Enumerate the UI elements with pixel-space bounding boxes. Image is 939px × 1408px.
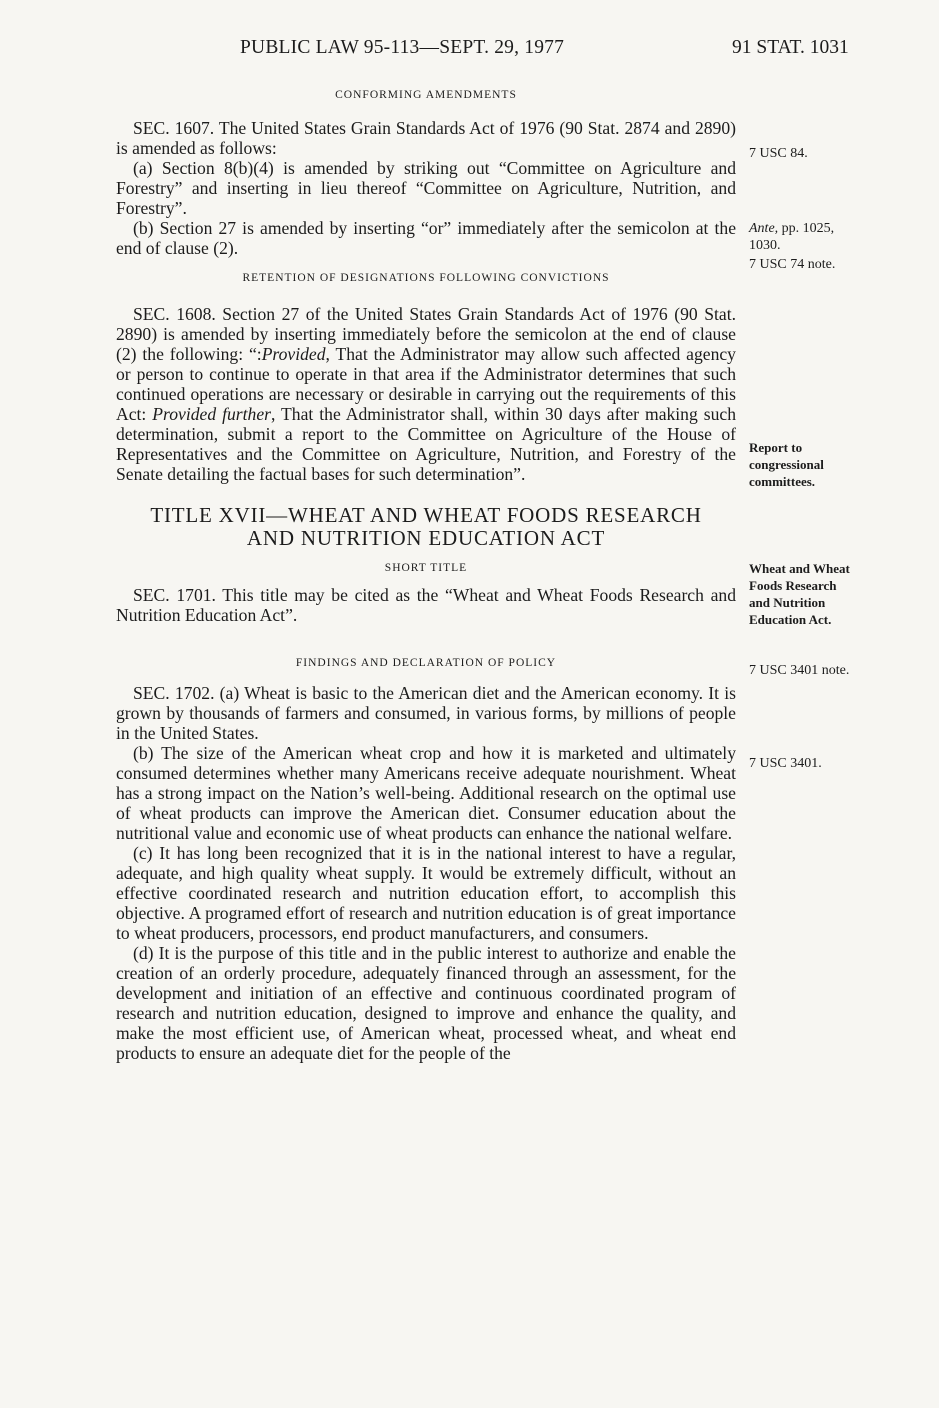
paragraph-sec-1702-b: (b) The size of the American wheat crop and how it is marketed and ultimately consumed determines whether many Americans receive adequate nourishment. Wheat has a strong impact on the Nation’s well-being. Additional research on the optimal use of wheat products can improve the American diet. Consumer education about the nutritional value and economic use of wheat products can enhance the national welfare. (116, 743, 736, 843)
margin-note-report: Report to congressional committees. (749, 440, 824, 489)
page-header (0, 37, 939, 63)
heading-findings: FINDINGS AND DECLARATION OF POLICY (295, 657, 557, 669)
header-statute-page: 91 STAT. 1031 (732, 37, 849, 58)
paragraph-sec-1702-c: (c) It has long been recognized that it is in the national interest to have a regular, adequate, and high quality wheat supply. It would be extremely difficult, without an effective coordinated research and nutrition education effort, to accomplish this objective. A programed effort of research and nutrition education is of great importance to wheat producers, processors, end product manufacturers, and consumers. (116, 843, 736, 943)
heading-conforming-amendments: CONFORMING AMENDMENTS (335, 89, 517, 101)
heading-short-title: SHORT TITLE (384, 562, 468, 574)
paragraph-sec-1607-b: (b) Section 27 is amended by inserting “or” immediately after the semicolon at the end of clause (2). (116, 218, 736, 258)
paragraph-sec-1607-a: (a) Section 8(b)(4) is amended by striking out “Committee on Agriculture and Forestry” and inserting in lieu thereof “Committee on Agriculture, Nutrition, and Forestry”. (116, 158, 736, 218)
header-law-citation: PUBLIC LAW 95-113—SEPT. 29, 1977 (240, 37, 565, 58)
margin-note-wheat-act: Wheat and Wheat Foods Research and Nutrition Education Act. (749, 561, 850, 627)
paragraph-sec-1702-a: SEC. 1702. (a) Wheat is basic to the American diet and the American economy. It is grown by thousands of farmers and consumed, in various forms, by millions of people in the United States. (116, 683, 736, 743)
paragraph-sec-1607: SEC. 1607. The United States Grain Standards Act of 1976 (90 Stat. 2874 and 2890) is amended as follows: (116, 118, 736, 158)
margin-note-usc-74: 7 USC 74 note. (749, 257, 836, 272)
title-xvii-line-2: AND NUTRITION EDUCATION ACT (246, 526, 606, 550)
margin-note-usc-84: 7 USC 84. (749, 146, 808, 161)
margin-note-usc-3401: 7 USC 3401. (749, 756, 822, 771)
paragraph-sec-1608: SEC. 1608. Section 27 of the United States Grain Standards Act of 1976 (90 Stat. 2890) is amended by inserting immediately before the semicolon at the end of clause (2) the following: “:Provided, That the Administrator may allow such affected agency or person to continue to operate in that area if the Administrator determines that such continued operations are necessary or desirable in carrying out the requirements of this Act: Provided further, That the Administrator shall, within 30 days after making such determination, submit a report to the Committee on Agriculture of the House of Representatives and the Committee on Agriculture, Nutrition, and Forestry of the Senate detailing the factual bases for such determination”. (116, 304, 737, 484)
title-xvii-line-1: TITLE XVII—WHEAT AND WHEAT FOODS RESEARCH (150, 503, 702, 527)
margin-note-usc-3401-note: 7 USC 3401 note. (749, 663, 850, 678)
paragraph-sec-1701: SEC. 1701. This title may be cited as the “Wheat and Wheat Foods Research and Nutrition Education Act”. (116, 585, 736, 625)
margin-note-ante: Ante, pp. 1025, 1030. (749, 221, 835, 253)
paragraph-sec-1702-d: (d) It is the purpose of this title and in the public interest to authorize and enable the creation of an orderly procedure, adequately financed through an assessment, for the development and initiation of an effective and continuous coordinated program of research and nutrition education, designed to improve and enhance the quality, and make the most efficient use, of American wheat, processed wheat, and wheat end products to ensure an adequate diet for the people of the (116, 943, 736, 1063)
heading-retention: RETENTION OF DESIGNATIONS FOLLOWING CONVICTIONS (242, 272, 610, 284)
body-text (116, 82, 736, 1063)
